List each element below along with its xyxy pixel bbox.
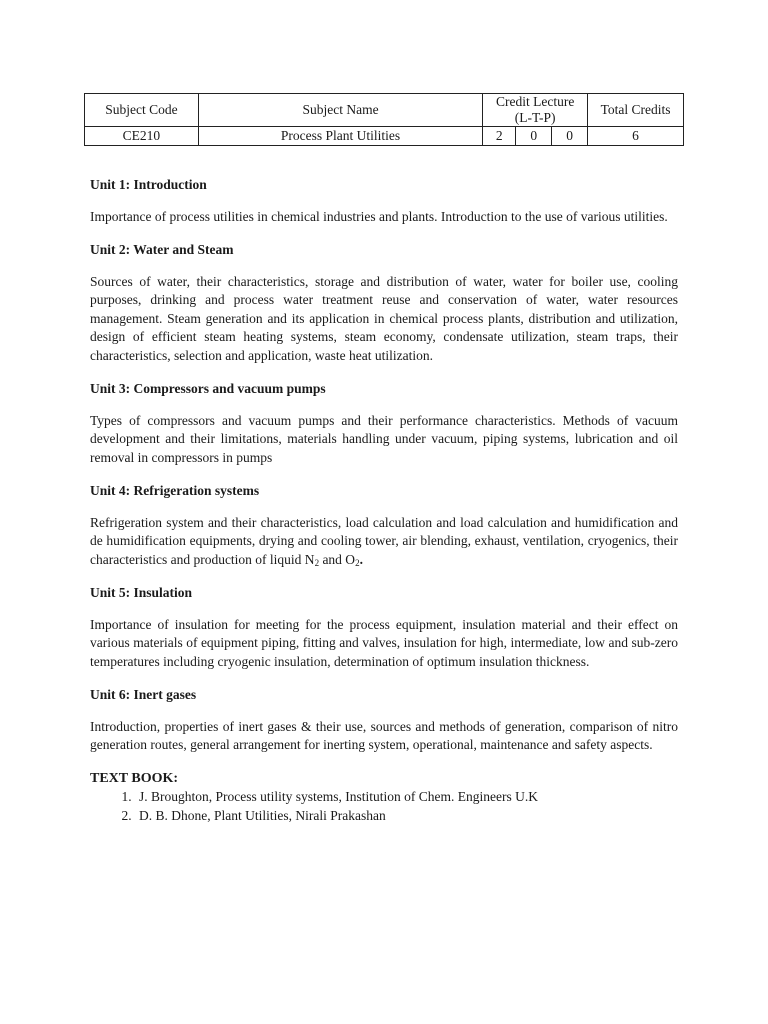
unit-2-body: Sources of water, their characteristics, storage and distribution of water, water for boiler use, cooling purposes, drinking and process water treatment reuse and conservation of water, water resources management. Steam generation and its application in chemical process plants, distribution and utilization, design of efficient steam heating systems, steam economy, condensate utilization, steam traps, their characteristics, selection and application, waste heat utilization. xyxy=(90,273,678,363)
syllabus-content xyxy=(90,176,678,825)
unit-4-title: Unit 4: Refrigeration systems xyxy=(90,483,260,498)
unit-3-body: Types of compressors and vacuum pumps and their performance characteristics. Methods of vacuum development and their limitations, materials handling under vacuum, piping systems, lubrication and oil removal in compressors in pumps xyxy=(90,412,678,465)
text-book-list xyxy=(90,788,678,825)
header-subject-name: Subject Name xyxy=(198,94,482,127)
unit-6-body: Introduction, properties of inert gases & their use, sources and methods of generation, comparison of nitro generation routes, general arrangement for inerting system, operational, maintenance and safety aspects. xyxy=(90,718,678,752)
unit-4-body-end: . xyxy=(359,551,363,567)
header-total-credits: Total Credits xyxy=(588,94,684,127)
unit-2-title: Unit 2: Water and Steam xyxy=(90,242,234,257)
unit-4-body-text: Refrigeration system and their characteristics, load calculation and load calculation and humidification and de humidification equipments, drying and cooling tower, air blending, exhaust, ventilation, cryogenics, their characteristics and production of liquid N xyxy=(90,514,678,567)
subject-table-header-row xyxy=(85,94,684,127)
unit-4-subscript-n: 2 xyxy=(314,557,320,568)
text-book-title: TEXT BOOK: xyxy=(90,770,179,786)
unit-6-title: Unit 6: Inert gases xyxy=(90,687,197,702)
unit-5-title: Unit 5: Insulation xyxy=(90,585,193,600)
cell-lecture: 2 xyxy=(483,127,516,146)
header-credit-lecture-line2: (L-T-P) xyxy=(514,110,556,125)
text-book-item: 1. J. Broughton, Process utility systems, Institution of Chem. Engineers U.K xyxy=(135,788,678,807)
header-credit-lecture xyxy=(483,94,588,127)
header-subject-code: Subject Code xyxy=(85,94,199,127)
unit-4-body-mid: and O xyxy=(319,551,356,567)
header-credit-lecture-line1: Credit Lecture xyxy=(496,94,575,109)
unit-1-title: Unit 1: Introduction xyxy=(90,177,207,192)
cell-total-credits: 6 xyxy=(588,127,684,146)
subject-table-row xyxy=(85,127,684,146)
unit-5-body: Importance of insulation for meeting for the process equipment, insulation material and their effect on various materials of equipment piping, fitting and valves, insulation for high, intermediate, low and sub-zero temperatures including cryogenic insulation, determination of optimum insulation thickness. xyxy=(90,616,678,669)
cell-tutorial: 0 xyxy=(516,127,552,146)
cell-subject-name: Process Plant Utilities xyxy=(198,127,482,146)
text-book-item: 2. D. B. Dhone, Plant Utilities, Nirali Prakashan xyxy=(135,807,678,826)
unit-1-body: Importance of process utilities in chemical industries and plants. Introduction to the use of various utilities. xyxy=(90,208,668,224)
unit-3-title: Unit 3: Compressors and vacuum pumps xyxy=(90,381,326,396)
cell-practical: 0 xyxy=(552,127,588,146)
unit-4-subscript-o: 2 xyxy=(355,557,360,568)
subject-table xyxy=(84,93,684,146)
cell-subject-code: CE210 xyxy=(85,127,199,146)
unit-4-body xyxy=(90,514,678,570)
